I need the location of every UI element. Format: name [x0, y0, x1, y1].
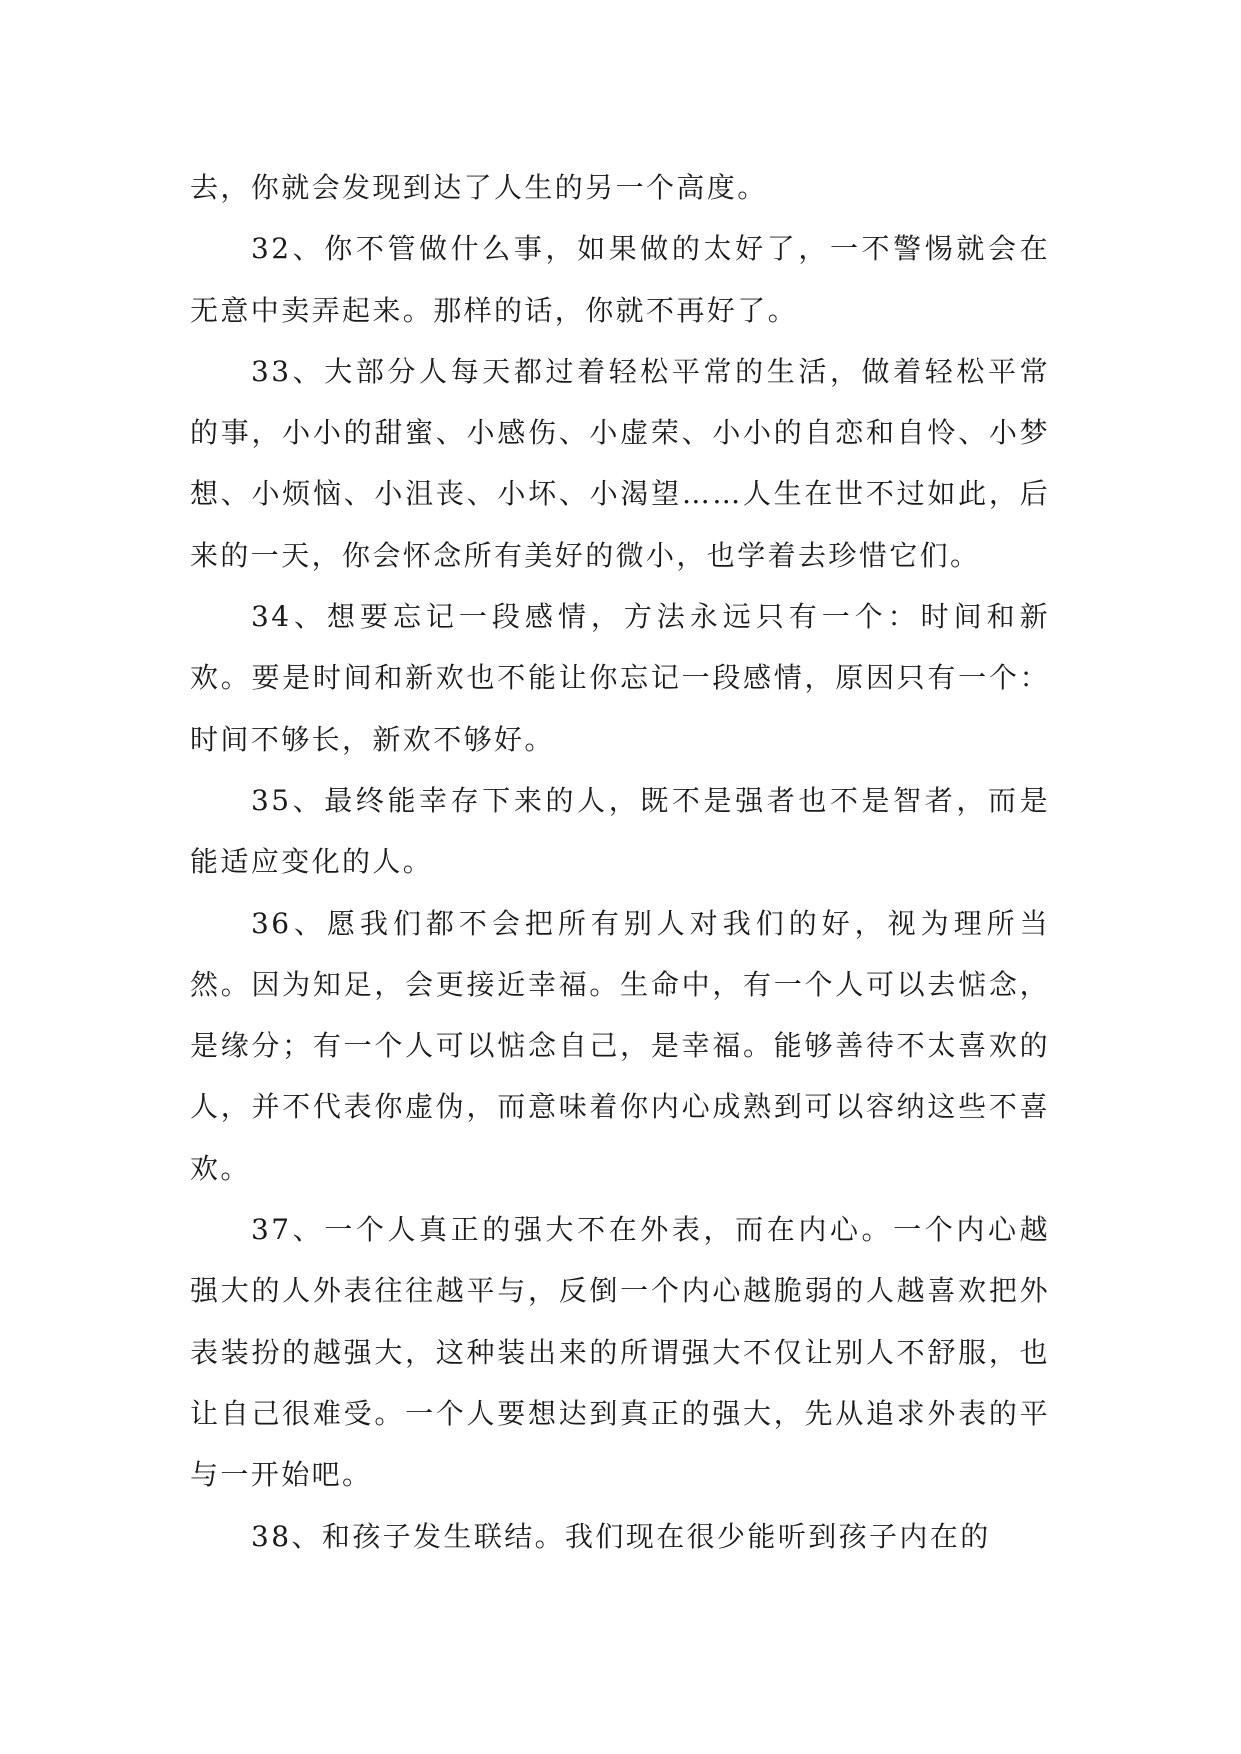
paragraph-37: 37、一个人真正的强大不在外表，而在内心。一个内心越强大的人外表往往越平与，反倒一个内心越脆弱的人越喜欢把外表装扮的越强大，这种装出来的所谓强大不仅让别人不舒服，也让自己很难受。一个人要想达到真正的强大，先从追求外表的平与一开始吧。 [190, 1213, 1050, 1492]
paragraph-38: 38、和孩子发生联结。我们现在很少能听到孩子内在的 [251, 1519, 991, 1553]
paragraph-36: 36、愿我们都不会把所有别人对我们的好，视为理所当然。因为知足，会更接近幸福。生命中，有一个人可以去惦念，是缘分；有一个人可以惦念自己，是幸福。能够善待不太喜欢的人，并不代表你虚伪，而意味着你内心成熟到可以容纳这些不喜欢。 [190, 906, 1050, 1185]
paragraph-34: 34、想要忘记一段感情，方法永远只有一个：时间和新欢。要是时间和新欢也不能让你忘记一段感情，原因只有一个：时间不够长，新欢不够好。 [190, 600, 1050, 756]
paragraph-32: 32、你不管做什么事，如果做的太好了，一不警惕就会在无意中卖弄起来。那样的话，你就不再好了。 [190, 232, 1050, 327]
document-body [190, 157, 1050, 1567]
continuation-paragraph: 去，你就会发现到达了人生的另一个高度。 [190, 171, 768, 204]
paragraph-33: 33、大部分人每天都过着轻松平常的生活，做着轻松平常的事，小小的甜蜜、小感伤、小虚荣、小小的自恋和自怜、小梦想、小烦恼、小沮丧、小坏、小渴望……人生在世不过如此，后来的一天，你会怀念所有美好的微小，也学着去珍惜它们。 [190, 354, 1050, 572]
paragraph-35: 35、最终能幸存下来的人，既不是强者也不是智者，而是能适应变化的人。 [190, 783, 1050, 879]
